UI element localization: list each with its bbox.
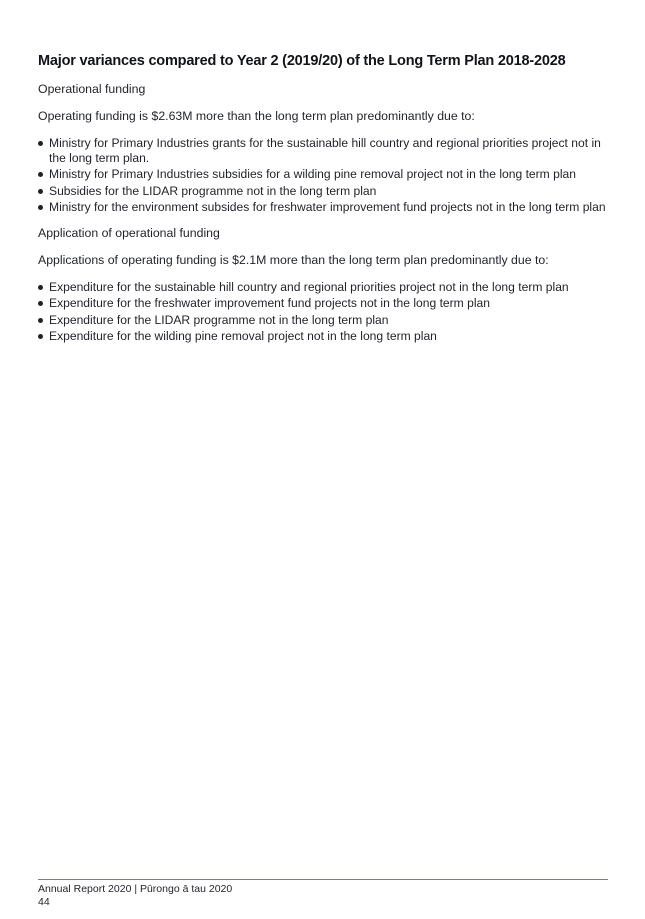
list-item: Expenditure for the LIDAR programme not in the long term plan — [38, 313, 608, 328]
list-item: Ministry for Primary Industries subsidies for a wilding pine removal project not in the long term plan — [38, 167, 608, 182]
section-subheading: Operational funding — [38, 82, 146, 96]
section-intro: Operating funding is $2.63M more than the long term plan predominantly due to: — [38, 109, 475, 123]
section-application-of-operational-funding — [38, 225, 608, 344]
section-subheading: Application of operational funding — [38, 225, 220, 240]
bullet-list — [38, 280, 608, 344]
list-item: Expenditure for the freshwater improvement fund projects not in the long term plan — [38, 296, 608, 311]
list-item: Expenditure for the wilding pine removal project not in the long term plan — [38, 329, 608, 344]
section-intro: Applications of operating funding is $2.1M more than the long term plan predominantly due to: — [38, 252, 549, 267]
list-item: Expenditure for the sustainable hill country and regional priorities project not in the long term plan — [38, 280, 608, 295]
list-item: Ministry for Primary Industries grants for the sustainable hill country and regional priorities project not in the long term plan. — [38, 136, 608, 165]
page-title: Major variances compared to Year 2 (2019/20) of the Long Term Plan 2018-2028 — [38, 53, 566, 69]
list-item: Subsidies for the LIDAR programme not in the long term plan — [38, 184, 608, 199]
page-number: 44 — [38, 896, 50, 908]
page-content — [38, 52, 608, 354]
bullet-list — [38, 136, 608, 215]
list-item: Ministry for the environment subsides for freshwater improvement fund projects not in the long term plan — [38, 200, 608, 215]
page-footer — [38, 879, 608, 909]
section-operational-funding — [38, 81, 608, 215]
footer-report-title: Annual Report 2020 | Pūrongo ā tau 2020 — [38, 883, 233, 895]
